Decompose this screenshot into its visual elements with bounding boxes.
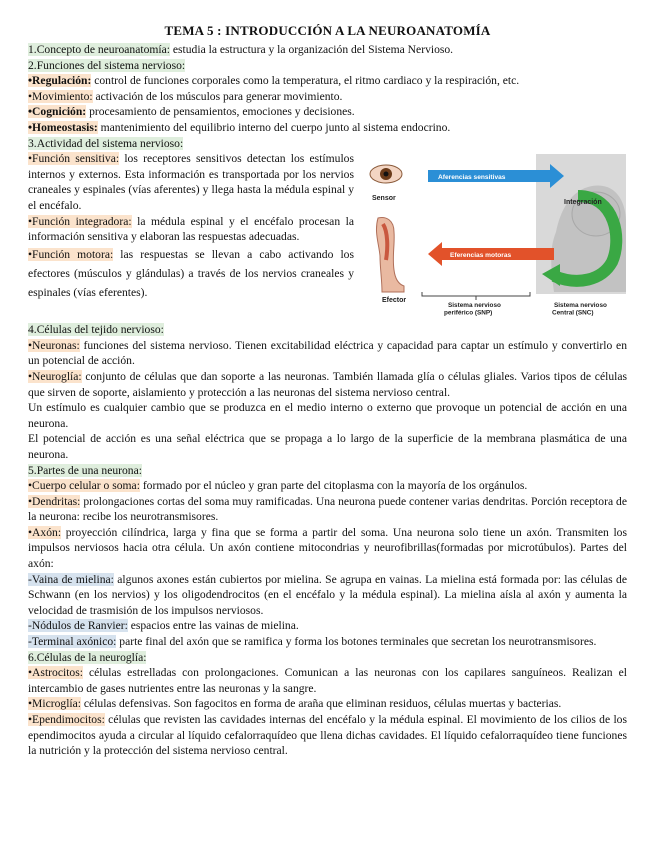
- list-item: [28, 338, 627, 369]
- list-item: [28, 73, 627, 89]
- eye-pupil-icon: [384, 172, 389, 177]
- list-item: [28, 665, 627, 696]
- item-text: funciones del sistema nervioso. Tienen excitabilidad eléctrica y capacidad para captar un estímulo y convertirlo en un potencial de acción.: [28, 338, 627, 368]
- term-movimiento: •Movimiento:: [28, 89, 93, 103]
- document-title: TEMA 5 : INTRODUCCIÓN A LA NEUROANATOMÍA: [164, 23, 491, 38]
- section-3-heading-line: [28, 136, 627, 152]
- term-neuroglia: •Neuroglía:: [28, 369, 82, 383]
- list-item: [28, 696, 627, 712]
- section-3-heading: 3.Actividad del sistema nervioso:: [28, 136, 184, 150]
- item-text: parte final del axón que se ramifica y forma los botones terminales que secretan los neurotransmisores.: [116, 635, 597, 649]
- term-axon: •Axón:: [28, 525, 62, 539]
- item-text: formado por el núcleo y gran parte del citoplasma con la mayoría de los orgánulos.: [139, 479, 528, 493]
- term-astrocitos: •Astrocitos:: [28, 666, 83, 680]
- term-ependimocitos: •Ependimocitos:: [28, 713, 105, 726]
- item-text: control de funciones corporales como la temperatura, el ritmo cardiaco y la respiración, etc.: [91, 74, 520, 88]
- term-homeostasis: •Homeostasis:: [28, 120, 98, 134]
- section-4-heading: 4.Células del tejido nervioso:: [28, 323, 164, 337]
- item-text: activación de los músculos para generar movimiento.: [92, 89, 343, 103]
- term-soma: •Cuerpo celular o soma:: [28, 479, 140, 493]
- snc-label-line2: Central (SNC): [552, 309, 594, 317]
- item-text: células que revisten las cavidades internas del encéfalo y la médula espinal. El movimiento de los cilios de los ependimocitos ayuda a circular al líquido cefalorraquídeo que llena dichas cavidades. El líquido cefalorraquídeo tiene funciones la nutrición y la protección del sistema nervioso central.: [28, 713, 627, 758]
- list-item: [28, 104, 627, 120]
- section-6-heading: 6.Células de la neuroglía:: [28, 650, 147, 664]
- item-text: espacios entre las vainas de mielina.: [127, 619, 299, 633]
- list-item: [28, 151, 354, 213]
- term-vaina-mielina: -Vaina de mielina:: [28, 572, 114, 586]
- afferent-label: Aferencias sensitivas: [438, 174, 506, 182]
- list-item: [28, 245, 354, 302]
- item-text: conjunto de células que dan soporte a las neuronas. También llamada glía o células gliales. Varios tipos de células que sirven de soporte, aislamiento y protección a las neuronas del sistema nervioso central.: [28, 369, 627, 399]
- term-nodulos-ranvier: -Nódulos de Ranvier:: [28, 619, 128, 633]
- term-microglia: •Microglía:: [28, 697, 81, 711]
- list-item: [28, 618, 627, 634]
- item-text: procesamiento de pensamientos, emociones y decisiones.: [86, 105, 355, 119]
- item-text: los receptores sensitivos detectan los estímulos internos y externos. Esta información es transportada por los nervios craneales y espinales (vías aferentes) y llega hasta la médula espinal y el encéfalo.: [28, 152, 354, 212]
- item-text: mantenimiento del equilibrio interno del cuerpo junto al sistema endocrino.: [97, 120, 451, 134]
- item-text: prolongaciones cortas del soma muy ramificadas. Una neurona puede contener varias dendritas. Porción receptora de la neurona: recibe los neurotransmisores.: [28, 494, 627, 524]
- list-item: [28, 214, 354, 245]
- efferent-label: Eferencias motoras: [450, 252, 512, 260]
- section-3-text: [28, 151, 354, 322]
- paragraph-estimulo: Un estímulo es cualquier cambio que se produzca en el medio interno o externo que provoque un potencial de acción en una neurona.: [28, 401, 627, 430]
- term-funcion-sensitiva: •Función sensitiva:: [28, 152, 120, 166]
- section-1-heading: 1.Concepto de neuroanatomía:: [28, 43, 170, 56]
- section-4-heading-line: [28, 322, 627, 338]
- term-regulacion: •Regulación:: [28, 74, 92, 88]
- item-text: células defensivas. Son fagocitos en forma de araña que eliminan residuos, células muertas y bacterias.: [81, 697, 562, 711]
- list-item: [28, 525, 627, 572]
- section-5-heading-line: [28, 463, 627, 479]
- paragraph-potencial: El potencial de acción es una señal eléctrica que se propaga a lo largo de la superficie de la membrana plasmática de una neurona.: [28, 432, 627, 461]
- list-item: [28, 634, 627, 650]
- list-item: [28, 120, 627, 136]
- snp-label-line1: Sistema nervioso: [448, 302, 501, 310]
- term-funcion-integradora: •Función integradora:: [28, 214, 132, 228]
- item-text: las respuestas se llevan a cabo activando los efectores (músculos y glándulas) a través de los nervios craneales y espinales (vías eferentes).: [28, 247, 354, 299]
- snc-label-line1: Sistema nervioso: [554, 302, 607, 310]
- effector-label: Efector: [382, 297, 407, 305]
- item-text: proyección cilíndrica, larga y fina que se forma a partir del soma. Una neurona solo tiene un axón. Transmiten los impulsos nerviosos hacia otra célula. Un axón contiene mitocondrias y neurofibrillas(formadas por microtúbulos). Partes del axón:: [28, 525, 627, 571]
- item-text: células estrelladas con prolongaciones. Comunican a las neuronas con los capilares sanguíneos. Realizan el intercambio de gases nutrientes entre las neuronas y la sangre.: [28, 666, 627, 695]
- section-6-heading-line: [28, 650, 627, 666]
- section-2-heading-line: [28, 58, 627, 74]
- section-3-row: [28, 151, 627, 322]
- list-item: [28, 478, 627, 494]
- term-dendritas: •Dendritas:: [28, 494, 81, 508]
- term-funcion-motora: •Función motora:: [28, 247, 114, 261]
- section-5-heading: 5.Partes de una neurona:: [28, 463, 142, 477]
- item-text: algunos axones están cubiertos por mielina. Se agrupa en vainas. La mielina está formada por: las células de Schwann (en los nervios) y los oligodendrocitos (en el encéfalo y la médula espinal). La mielina aísla al axón y aumenta la velocidad de trasmisión de los impulsos nerviosos.: [28, 572, 627, 617]
- section-1-text: estudia la estructura y la organización del Sistema Nervioso.: [169, 43, 454, 56]
- term-cognicion: •Cognición:: [28, 105, 87, 119]
- sensor-label: Sensor: [372, 195, 396, 203]
- item-text: la médula espinal y el encéfalo procesan la información sensitiva y elaboran las respuestas adecuadas.: [28, 214, 354, 244]
- list-item: [28, 494, 627, 525]
- snp-label-line2: periférico (SNP): [444, 309, 493, 317]
- integration-label: Integración: [564, 199, 602, 207]
- term-terminal-axonico: -Terminal axónico:: [28, 635, 117, 649]
- list-item: [28, 89, 627, 105]
- list-item: [28, 369, 627, 400]
- term-neuronas: •Neuronas:: [28, 338, 80, 352]
- list-item: [28, 572, 627, 619]
- nervous-system-diagram: [364, 152, 626, 322]
- section-2-heading: 2.Funciones del sistema nervioso:: [28, 58, 186, 72]
- list-item: [28, 712, 627, 759]
- section-1: [28, 42, 627, 58]
